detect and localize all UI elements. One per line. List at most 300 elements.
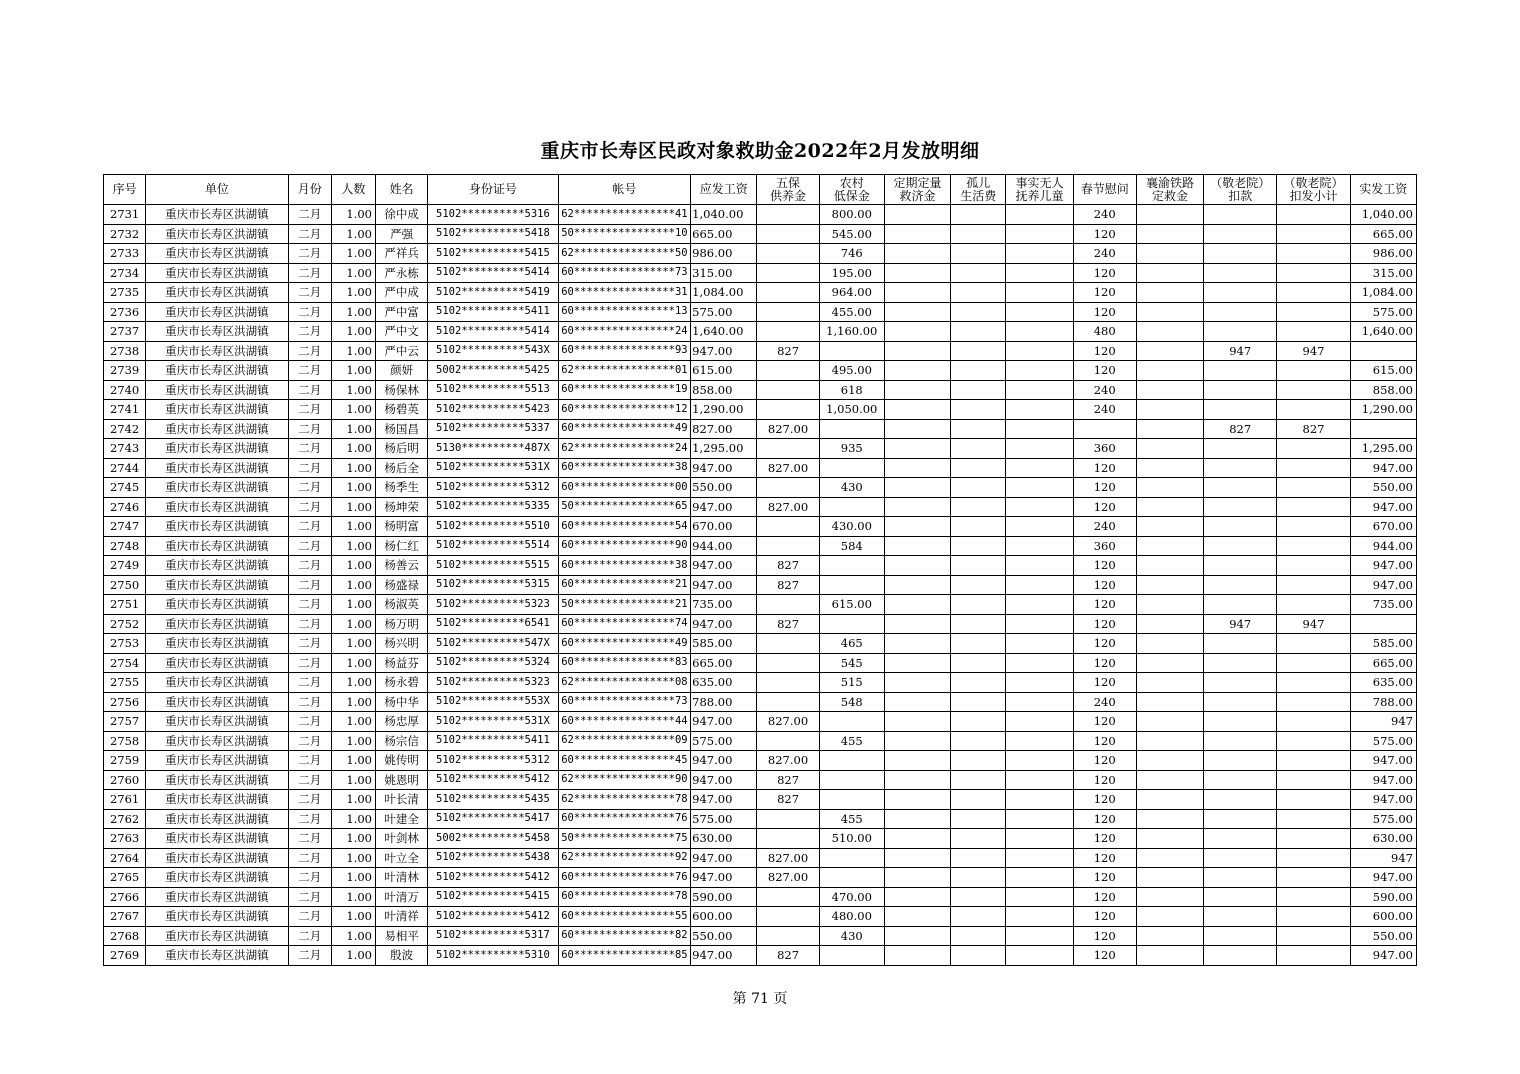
table-cell: 重庆市长寿区洪湖镇 xyxy=(146,361,289,381)
table-cell: 944.00 xyxy=(691,536,757,556)
table-row xyxy=(104,341,1417,361)
table-cell: 2756 xyxy=(104,692,146,712)
table-cell: 50****************65 xyxy=(558,497,691,517)
table-cell xyxy=(1277,946,1350,966)
table-cell xyxy=(1136,517,1203,537)
table-cell xyxy=(1006,400,1073,420)
table-cell: 杨保林 xyxy=(376,380,428,400)
table-cell: 315.00 xyxy=(1350,263,1416,283)
table-cell: 二月 xyxy=(288,341,331,361)
table-cell: 575.00 xyxy=(691,302,757,322)
table-cell xyxy=(1277,380,1350,400)
table-cell xyxy=(1006,341,1073,361)
table-cell xyxy=(884,614,950,634)
table-cell: 1,040.00 xyxy=(1350,205,1416,225)
table-cell: 5102**********5514 xyxy=(428,536,558,556)
table-cell: 120 xyxy=(1073,575,1136,595)
table-cell: 2747 xyxy=(104,517,146,537)
table-cell: 947.00 xyxy=(1350,751,1416,771)
table-cell xyxy=(1006,458,1073,478)
table-cell xyxy=(951,868,1006,888)
table-cell: 2755 xyxy=(104,673,146,693)
table-cell: 5102**********5335 xyxy=(428,497,558,517)
table-cell: 545.00 xyxy=(819,224,884,244)
table-cell: 964.00 xyxy=(819,283,884,303)
table-cell xyxy=(1006,926,1073,946)
table-cell: 5102**********5415 xyxy=(428,244,558,264)
table-cell xyxy=(1277,926,1350,946)
table-cell: 986.00 xyxy=(1350,244,1416,264)
table-cell: 120 xyxy=(1073,497,1136,517)
table-cell: 5102**********5316 xyxy=(428,205,558,225)
table-cell: 重庆市长寿区洪湖镇 xyxy=(146,751,289,771)
table-cell: 827.00 xyxy=(691,419,757,439)
table-cell: 120 xyxy=(1073,458,1136,478)
table-cell: 重庆市长寿区洪湖镇 xyxy=(146,887,289,907)
table-cell: 120 xyxy=(1073,731,1136,751)
table-cell: 二月 xyxy=(288,595,331,615)
table-cell: 947.00 xyxy=(691,848,757,868)
table-cell: 575.00 xyxy=(691,809,757,829)
table-cell: 60****************21 xyxy=(558,575,691,595)
table-cell: 947.00 xyxy=(691,341,757,361)
table-row xyxy=(104,517,1417,537)
table-cell: 630.00 xyxy=(691,829,757,849)
table-cell: 60****************13 xyxy=(558,302,691,322)
table-cell: 重庆市长寿区洪湖镇 xyxy=(146,770,289,790)
table-cell xyxy=(1277,224,1350,244)
table-cell: 120 xyxy=(1073,926,1136,946)
table-cell: 195.00 xyxy=(819,263,884,283)
table-cell: 827.00 xyxy=(757,751,819,771)
table-cell xyxy=(1006,224,1073,244)
table-cell: 重庆市长寿区洪湖镇 xyxy=(146,322,289,342)
table-cell: 788.00 xyxy=(1350,692,1416,712)
table-cell: 1.00 xyxy=(331,595,375,615)
table-cell: 120 xyxy=(1073,946,1136,966)
table-cell: 二月 xyxy=(288,322,331,342)
table-cell xyxy=(951,926,1006,946)
table-cell: 827.00 xyxy=(757,419,819,439)
table-cell: 重庆市长寿区洪湖镇 xyxy=(146,731,289,751)
table-cell: 二月 xyxy=(288,575,331,595)
table-cell xyxy=(951,946,1006,966)
table-cell xyxy=(1204,439,1277,459)
table-cell xyxy=(951,478,1006,498)
table-cell: 2768 xyxy=(104,926,146,946)
table-cell xyxy=(1136,322,1203,342)
table-cell: 120 xyxy=(1073,770,1136,790)
table-cell xyxy=(951,517,1006,537)
table-cell: 重庆市长寿区洪湖镇 xyxy=(146,575,289,595)
table-cell: 947.00 xyxy=(1350,458,1416,478)
table-cell: 827.00 xyxy=(757,458,819,478)
table-cell: 重庆市长寿区洪湖镇 xyxy=(146,634,289,654)
table-cell: 1,290.00 xyxy=(691,400,757,420)
table-cell: 二月 xyxy=(288,946,331,966)
table-cell xyxy=(1136,419,1203,439)
table-cell: 二月 xyxy=(288,712,331,732)
table-cell xyxy=(1136,497,1203,517)
table-cell xyxy=(951,380,1006,400)
table-cell: 严中富 xyxy=(376,302,428,322)
table-cell: 二月 xyxy=(288,244,331,264)
table-cell xyxy=(757,478,819,498)
table-cell: 947.00 xyxy=(691,790,757,810)
table-cell: 5102**********5324 xyxy=(428,653,558,673)
table-cell: 947.00 xyxy=(1350,575,1416,595)
table-cell xyxy=(884,926,950,946)
table-cell xyxy=(1277,263,1350,283)
table-cell xyxy=(884,575,950,595)
table-cell xyxy=(1204,478,1277,498)
table-cell: 240 xyxy=(1073,380,1136,400)
table-cell xyxy=(1006,536,1073,556)
table-cell: 60****************49 xyxy=(558,634,691,654)
table-cell: 1,160.00 xyxy=(819,322,884,342)
table-cell: 827.00 xyxy=(757,848,819,868)
table-cell xyxy=(884,361,950,381)
table-row xyxy=(104,380,1417,400)
table-cell: 60****************83 xyxy=(558,653,691,673)
table-cell: 1.00 xyxy=(331,770,375,790)
table-row xyxy=(104,439,1417,459)
table-cell: 947.00 xyxy=(691,712,757,732)
table-cell: 62****************41 xyxy=(558,205,691,225)
table-cell xyxy=(1277,400,1350,420)
table-cell xyxy=(1277,653,1350,673)
table-cell xyxy=(1136,712,1203,732)
table-cell: 二月 xyxy=(288,614,331,634)
table-cell xyxy=(884,887,950,907)
table-cell: 618 xyxy=(819,380,884,400)
table-cell xyxy=(1006,946,1073,966)
table-cell: 5102**********553X xyxy=(428,692,558,712)
table-cell: 杨万明 xyxy=(376,614,428,634)
table-cell: 1.00 xyxy=(331,322,375,342)
table-cell: 120 xyxy=(1073,751,1136,771)
table-cell xyxy=(884,692,950,712)
table-cell xyxy=(757,322,819,342)
table-cell: 杨仁红 xyxy=(376,536,428,556)
table-row xyxy=(104,809,1417,829)
table-cell: 杨后明 xyxy=(376,439,428,459)
table-cell xyxy=(1277,322,1350,342)
table-cell: 叶清祥 xyxy=(376,907,428,927)
table-cell: 360 xyxy=(1073,536,1136,556)
table-cell: 947 xyxy=(1350,848,1416,868)
table-cell xyxy=(1006,770,1073,790)
table-cell: 455 xyxy=(819,731,884,751)
column-header: 襄渝铁路 定救金 xyxy=(1136,175,1203,205)
table-cell xyxy=(1136,536,1203,556)
table-cell: 2767 xyxy=(104,907,146,927)
table-cell: 二月 xyxy=(288,497,331,517)
table-cell: 1.00 xyxy=(331,283,375,303)
table-cell: 635.00 xyxy=(691,673,757,693)
table-cell: 严永栋 xyxy=(376,263,428,283)
table-cell xyxy=(757,205,819,225)
table-cell: 5102**********5312 xyxy=(428,478,558,498)
table-cell xyxy=(1277,439,1350,459)
table-cell: 1.00 xyxy=(331,751,375,771)
table-cell xyxy=(1006,517,1073,537)
table-row xyxy=(104,400,1417,420)
table-cell: 2733 xyxy=(104,244,146,264)
table-cell: 2753 xyxy=(104,634,146,654)
table-cell xyxy=(1006,692,1073,712)
table-cell: 5102**********6541 xyxy=(428,614,558,634)
table-cell: 60****************38 xyxy=(558,556,691,576)
table-cell: 1.00 xyxy=(331,517,375,537)
table-cell: 827 xyxy=(757,946,819,966)
column-header: 农村 低保金 xyxy=(819,175,884,205)
table-cell: 2749 xyxy=(104,556,146,576)
table-cell: 935 xyxy=(819,439,884,459)
table-cell: 重庆市长寿区洪湖镇 xyxy=(146,283,289,303)
table-cell xyxy=(1136,946,1203,966)
table-cell: 二月 xyxy=(288,263,331,283)
table-body xyxy=(104,205,1417,966)
table-cell xyxy=(757,692,819,712)
table-cell: 60****************76 xyxy=(558,868,691,888)
table-row xyxy=(104,712,1417,732)
table-cell: 二月 xyxy=(288,673,331,693)
table-cell: 480.00 xyxy=(819,907,884,927)
column-header: 事实无人 抚养儿童 xyxy=(1006,175,1073,205)
table-cell: 60****************55 xyxy=(558,907,691,927)
table-cell: 947.00 xyxy=(1350,868,1416,888)
table-cell xyxy=(1136,673,1203,693)
table-cell: 严中成 xyxy=(376,283,428,303)
table-cell: 5102**********5412 xyxy=(428,907,558,927)
table-cell xyxy=(884,848,950,868)
table-cell: 545 xyxy=(819,653,884,673)
table-cell xyxy=(819,712,884,732)
table-cell: 120 xyxy=(1073,653,1136,673)
table-cell: 2731 xyxy=(104,205,146,225)
table-cell: 严中文 xyxy=(376,322,428,342)
table-cell xyxy=(1006,380,1073,400)
table-cell xyxy=(1136,770,1203,790)
table-cell: 60****************49 xyxy=(558,419,691,439)
table-cell xyxy=(1204,497,1277,517)
table-cell xyxy=(884,536,950,556)
table-cell xyxy=(1277,809,1350,829)
table-cell: 550.00 xyxy=(691,926,757,946)
table-cell xyxy=(1204,946,1277,966)
table-cell: 665.00 xyxy=(691,653,757,673)
table-cell xyxy=(951,205,1006,225)
table-cell: 2750 xyxy=(104,575,146,595)
table-cell: 重庆市长寿区洪湖镇 xyxy=(146,907,289,927)
table-cell: 杨益芬 xyxy=(376,653,428,673)
table-cell: 1.00 xyxy=(331,790,375,810)
table-cell: 120 xyxy=(1073,809,1136,829)
table-cell xyxy=(1277,731,1350,751)
table-cell: 2737 xyxy=(104,322,146,342)
table-cell xyxy=(884,478,950,498)
table-cell xyxy=(819,946,884,966)
table-cell: 240 xyxy=(1073,692,1136,712)
table-cell: 严中云 xyxy=(376,341,428,361)
table-cell xyxy=(1006,731,1073,751)
table-cell xyxy=(819,848,884,868)
table-cell xyxy=(1136,614,1203,634)
table-cell: 严祥兵 xyxy=(376,244,428,264)
table-cell: 495.00 xyxy=(819,361,884,381)
table-cell: 2759 xyxy=(104,751,146,771)
table-cell: 1.00 xyxy=(331,205,375,225)
table-cell xyxy=(1136,809,1203,829)
table-row xyxy=(104,322,1417,342)
table-cell xyxy=(951,614,1006,634)
table-cell: 5002**********5458 xyxy=(428,829,558,849)
table-cell: 5102**********5323 xyxy=(428,595,558,615)
table-cell: 630.00 xyxy=(1350,829,1416,849)
table-cell: 548 xyxy=(819,692,884,712)
table-cell xyxy=(1136,887,1203,907)
table-cell: 590.00 xyxy=(1350,887,1416,907)
table-cell: 120 xyxy=(1073,907,1136,927)
table-cell xyxy=(1136,692,1203,712)
table-cell xyxy=(1073,419,1136,439)
table-cell: 120 xyxy=(1073,887,1136,907)
table-cell: 947 xyxy=(1204,341,1277,361)
table-cell: 1,050.00 xyxy=(819,400,884,420)
table-cell: 575.00 xyxy=(1350,809,1416,829)
table-row xyxy=(104,283,1417,303)
table-cell: 1,640.00 xyxy=(1350,322,1416,342)
table-cell: 947.00 xyxy=(1350,497,1416,517)
table-cell: 二月 xyxy=(288,829,331,849)
table-row xyxy=(104,614,1417,634)
table-row xyxy=(104,263,1417,283)
table-cell: 60****************24 xyxy=(558,322,691,342)
table-cell: 1.00 xyxy=(331,907,375,927)
table-cell xyxy=(757,829,819,849)
table-cell: 徐中成 xyxy=(376,205,428,225)
table-cell: 944.00 xyxy=(1350,536,1416,556)
table-cell xyxy=(1204,770,1277,790)
table-cell: 1,295.00 xyxy=(691,439,757,459)
table-cell: 5102**********5337 xyxy=(428,419,558,439)
table-cell xyxy=(757,634,819,654)
table-cell: 5102**********5418 xyxy=(428,224,558,244)
table-row xyxy=(104,497,1417,517)
table-cell xyxy=(819,497,884,517)
table-cell: 635.00 xyxy=(1350,673,1416,693)
table-cell xyxy=(757,536,819,556)
table-cell: 重庆市长寿区洪湖镇 xyxy=(146,419,289,439)
table-cell xyxy=(951,653,1006,673)
table-cell: 60****************82 xyxy=(558,926,691,946)
table-cell xyxy=(1136,926,1203,946)
table-cell xyxy=(819,341,884,361)
table-cell: 二月 xyxy=(288,517,331,537)
table-cell: 2741 xyxy=(104,400,146,420)
table-cell: 2738 xyxy=(104,341,146,361)
table-cell xyxy=(884,458,950,478)
table-cell: 947.00 xyxy=(691,770,757,790)
table-cell: 735.00 xyxy=(1350,595,1416,615)
column-header: 单位 xyxy=(146,175,289,205)
table-cell xyxy=(1204,751,1277,771)
relief-payment-table xyxy=(103,174,1417,966)
table-cell xyxy=(1204,848,1277,868)
table-cell xyxy=(884,244,950,264)
table-cell xyxy=(757,224,819,244)
table-cell xyxy=(884,400,950,420)
table-cell: 杨碧英 xyxy=(376,400,428,420)
table-cell: 2766 xyxy=(104,887,146,907)
table-cell: 5102**********531X xyxy=(428,458,558,478)
table-cell: 2762 xyxy=(104,809,146,829)
table-cell: 665.00 xyxy=(1350,224,1416,244)
table-cell xyxy=(1136,829,1203,849)
table-cell: 590.00 xyxy=(691,887,757,907)
table-cell xyxy=(951,848,1006,868)
table-cell: 60****************90 xyxy=(558,536,691,556)
table-cell xyxy=(819,868,884,888)
table-cell: 重庆市长寿区洪湖镇 xyxy=(146,556,289,576)
table-cell: 5002**********5425 xyxy=(428,361,558,381)
table-cell: 670.00 xyxy=(691,517,757,537)
table-cell: 947.00 xyxy=(691,946,757,966)
table-cell xyxy=(1204,517,1277,537)
table-cell: 二月 xyxy=(288,302,331,322)
table-cell: 1.00 xyxy=(331,458,375,478)
column-header: 五保 供养金 xyxy=(757,175,819,205)
table-cell: 62****************78 xyxy=(558,790,691,810)
table-cell: 1.00 xyxy=(331,926,375,946)
table-cell: 杨中华 xyxy=(376,692,428,712)
table-cell xyxy=(1136,751,1203,771)
table-cell: 5102**********5412 xyxy=(428,868,558,888)
table-row xyxy=(104,634,1417,654)
table-cell xyxy=(1136,634,1203,654)
table-cell: 746 xyxy=(819,244,884,264)
table-cell xyxy=(1204,634,1277,654)
table-cell xyxy=(1136,283,1203,303)
table-cell: 1.00 xyxy=(331,829,375,849)
column-header: 姓名 xyxy=(376,175,428,205)
table-cell: 二月 xyxy=(288,926,331,946)
table-cell: 1,040.00 xyxy=(691,205,757,225)
table-cell: 2748 xyxy=(104,536,146,556)
table-cell xyxy=(1204,575,1277,595)
table-row xyxy=(104,926,1417,946)
table-cell: 2761 xyxy=(104,790,146,810)
table-cell: 殷波 xyxy=(376,946,428,966)
table-cell xyxy=(1006,361,1073,381)
table-cell: 叶立全 xyxy=(376,848,428,868)
table-cell: 杨善云 xyxy=(376,556,428,576)
table-cell xyxy=(1136,478,1203,498)
table-cell xyxy=(757,595,819,615)
table-cell: 5102**********5515 xyxy=(428,556,558,576)
table-cell: 120 xyxy=(1073,790,1136,810)
table-cell: 姚传明 xyxy=(376,751,428,771)
table-cell: 重庆市长寿区洪湖镇 xyxy=(146,614,289,634)
table-cell xyxy=(1204,244,1277,264)
table-cell xyxy=(1277,556,1350,576)
table-cell: 600.00 xyxy=(691,907,757,927)
table-cell: 5102**********5438 xyxy=(428,848,558,868)
table-cell xyxy=(1136,595,1203,615)
table-cell xyxy=(757,439,819,459)
table-cell: 1.00 xyxy=(331,692,375,712)
